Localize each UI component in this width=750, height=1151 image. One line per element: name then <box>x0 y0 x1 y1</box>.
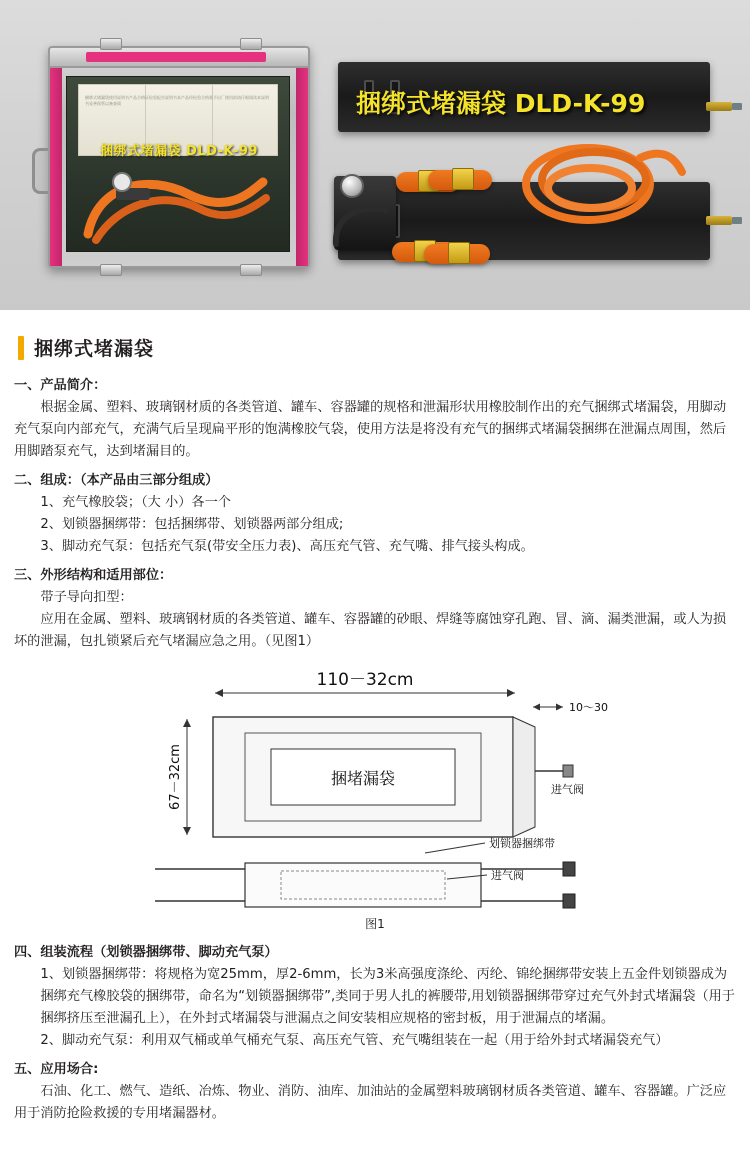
strap-buckle-2 <box>452 168 474 190</box>
figure-valve-in-label: 进气阀 <box>491 869 524 882</box>
case-handle <box>32 148 48 194</box>
case-foot-right <box>240 264 262 276</box>
strap-buckle-4 <box>448 242 470 264</box>
orange-hose-in-case <box>78 164 278 248</box>
structure-paragraph: 应用在金属、塑料、玻璃钢材质的各类管道、罐车、容器罐的砂眼、焊缝等腐蚀穿孔跑、冒、滴、漏类泄漏，或人为损坏的泄漏，包扎锁紧后充气堵漏应急之用。（见图1） <box>14 612 727 649</box>
heading-structure: 三、外形结构和适用部位： <box>14 568 173 583</box>
figure-valve-out-label: 进气阀 <box>551 783 584 796</box>
heading-assembly: 四、组装流程（划锁器捆绑带、脚动充气泵） <box>14 945 278 960</box>
figure-caption: 图1 <box>365 917 385 931</box>
dim-width-label: 110－32cm <box>316 670 414 690</box>
composition-item-3: 3、脚动充气泵：包括充气泵(带安全压力表)、高压充气管、充气嘴、排气接头构成。 <box>40 539 534 554</box>
section-title <box>18 334 750 361</box>
figure-bag-label: 捆堵漏袋 <box>330 769 396 788</box>
case-latch-right <box>240 38 262 50</box>
bag-inflation-nozzle-top <box>706 102 732 111</box>
figure-top-view <box>95 667 655 917</box>
pump-hose <box>330 196 400 252</box>
photo-label-left: 捆绑式堵漏袋 DLD-K-99 <box>100 144 258 159</box>
composition-item-2: 2、划锁器捆绑带：包括捆绑带、划锁器两部分组成; <box>40 517 344 532</box>
assembly-item-1: 1、划锁器捆绑带：将规格为宽25mm，厚2-6mm，长为3米高强度涤纶、丙纶、锦纶捆绑带安装上五金件划锁器成为捆绑充气橡胶袋的捆绑带，命名为“划锁器捆绑带”,类同于男人扎的裤腰带,用划锁器捆绑带穿过充气外封式堵漏袋（用于捆绑挤压至泄漏孔上），在外封式堵漏袋与泄漏点之间安装相应规格的密封板，用于泄漏点的堵漏。 <box>40 967 735 1026</box>
bag-inflation-nozzle-bottom <box>706 216 732 225</box>
case-trim-top <box>86 52 266 62</box>
heading-applications: 五、应用场合: <box>14 1062 99 1077</box>
case-trim-left <box>50 68 62 266</box>
case-foot-left <box>100 264 122 276</box>
coiled-air-hose <box>510 132 690 232</box>
aluminium-case-photo <box>40 28 320 283</box>
pressure-gauge <box>340 174 364 198</box>
structure-subtitle: 带子导向扣型： <box>40 590 133 605</box>
dim-edge-label: 10～30 <box>569 701 608 714</box>
page-title: 捆绑式堵漏袋 <box>34 338 155 360</box>
photo-label-right: 捆绑式堵漏袋 DLD-K-99 <box>356 89 646 118</box>
product-description <box>0 375 750 1151</box>
case-trim-right <box>296 68 308 266</box>
case-latch-left <box>100 38 122 50</box>
technical-drawing <box>14 667 736 935</box>
product-photo-banner <box>0 0 750 310</box>
composition-item-1: 1、充气橡胶袋；（大 小）各一个 <box>40 495 231 510</box>
applications-paragraph: 石油、化工、燃气、造纸、冶炼、物业、消防、油库、加油站的金属塑料玻璃钢材质各类管道、罐车、容器罐。广泛应用于消防抢险救援的专用堵漏器材。 <box>14 1084 727 1121</box>
heading-intro: 一、产品简介： <box>14 378 107 393</box>
paragraph-intro: 根据金属、塑料、玻璃钢材质的各类管道、罐车、容器罐的规格和泄漏形状用橡胶制作出的充气捆绑式堵漏袋，用脚动充气泵向内部充气，充满气后呈现扁平形的饱满橡胶气袋，使用方法是将没有充气的捆绑式堵漏袋捆绑在泄漏点周围，然后用脚踏泵充气，达到堵漏目的。 <box>14 400 727 459</box>
assembly-item-2: 2、脚动充气泵：利用双气桶或单气桶充气泵、高压充气管、充气嘴组装在一起（用于给外封式堵漏袋充气） <box>40 1033 669 1048</box>
dim-height-label: 67－32cm <box>168 744 183 810</box>
title-accent-bar <box>18 336 24 360</box>
figure-strap-label: 划锁器捆绑带 <box>489 837 555 850</box>
paper-text: 捆绑式堵漏袋使用说明书产品合格证检验报告说明书本产品经检验合格准予出厂使用前请仔细阅读本说明书妥善保管以备查阅 <box>85 95 269 106</box>
heading-composition: 二、组成：（本产品由三部分组成） <box>14 473 219 488</box>
